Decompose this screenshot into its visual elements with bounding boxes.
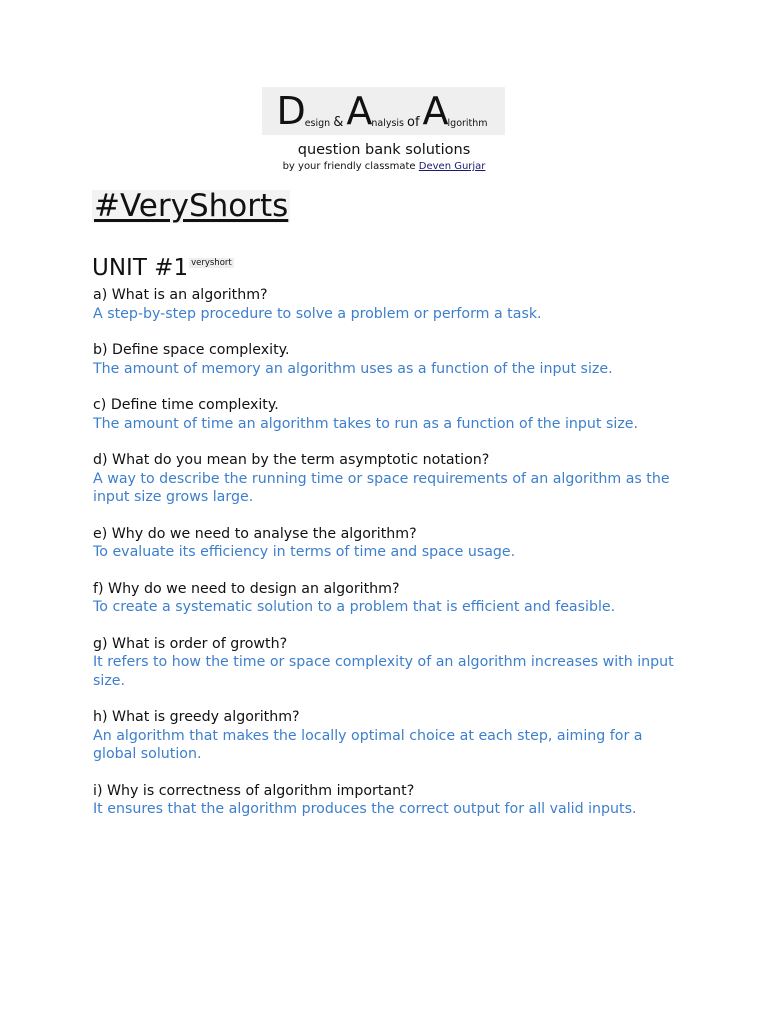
- title-d-initial: D: [276, 89, 305, 133]
- title-a-initial: A: [346, 89, 372, 133]
- answer: To evaluate its efficiency in terms of time and space usage.: [93, 544, 516, 560]
- section-heading: #VeryShorts: [94, 188, 289, 224]
- title-ampersand: &: [333, 115, 344, 130]
- qa-item: [93, 451, 683, 507]
- qa-item: [93, 708, 683, 764]
- document-title: [262, 87, 505, 135]
- answer: An algorithm that makes the locally optimal choice at each step, aiming for a global solution.: [93, 727, 643, 762]
- answer: A way to describe the running time or space requirements of an algorithm as the input size grows large.: [93, 470, 670, 505]
- qa-item: [93, 782, 683, 819]
- title-al-rest: lgorithm: [447, 117, 488, 129]
- title-a-rest: nalysis: [371, 117, 404, 129]
- qa-item: [93, 580, 683, 617]
- answer: The amount of memory an algorithm uses as a function of the input size.: [93, 360, 613, 377]
- answer: A step-by-step procedure to solve a problem or perform a task.: [93, 305, 542, 322]
- question: b) Define space complexity.: [93, 342, 290, 358]
- answer: The amount of time an algorithm takes to run as a function of the input size.: [93, 415, 639, 432]
- qa-item: [93, 286, 683, 323]
- qa-item: [93, 525, 683, 562]
- author-link[interactable]: Deven Gurjar: [418, 161, 486, 172]
- question: f) Why do we need to design an algorithm?: [93, 580, 400, 597]
- byline: [0, 161, 768, 172]
- answer: It ensures that the algorithm produces the correct output for all valid inputs.: [93, 801, 637, 817]
- qa-item: [93, 396, 683, 433]
- unit-tag: veryshort: [191, 258, 232, 268]
- question: g) What is order of growth?: [93, 635, 288, 652]
- answer: To create a systematic solution to a problem that is efficient and feasible.: [93, 599, 616, 615]
- qa-item: [93, 635, 683, 691]
- title-of: of: [407, 115, 420, 130]
- question: h) What is greedy algorithm?: [93, 709, 300, 725]
- unit-heading: [92, 256, 234, 280]
- qa-list: [93, 286, 683, 837]
- qa-item: [93, 341, 683, 378]
- document-subtitle: question bank solutions: [297, 142, 471, 158]
- title-al-initial: A: [422, 89, 448, 133]
- question: a) What is an algorithm?: [93, 287, 268, 303]
- unit-title: UNIT #1: [92, 255, 189, 281]
- question: c) Define time complexity.: [93, 397, 279, 413]
- question: e) Why do we need to analyse the algorithm?: [93, 525, 417, 542]
- answer: It refers to how the time or space complexity of an algorithm increases with input size.: [93, 654, 674, 689]
- byline-prefix: by your friendly classmate: [282, 161, 416, 172]
- title-d-rest: esign: [304, 117, 331, 129]
- question: d) What do you mean by the term asymptotic notation?: [93, 452, 490, 468]
- question: i) Why is correctness of algorithm important?: [93, 782, 415, 799]
